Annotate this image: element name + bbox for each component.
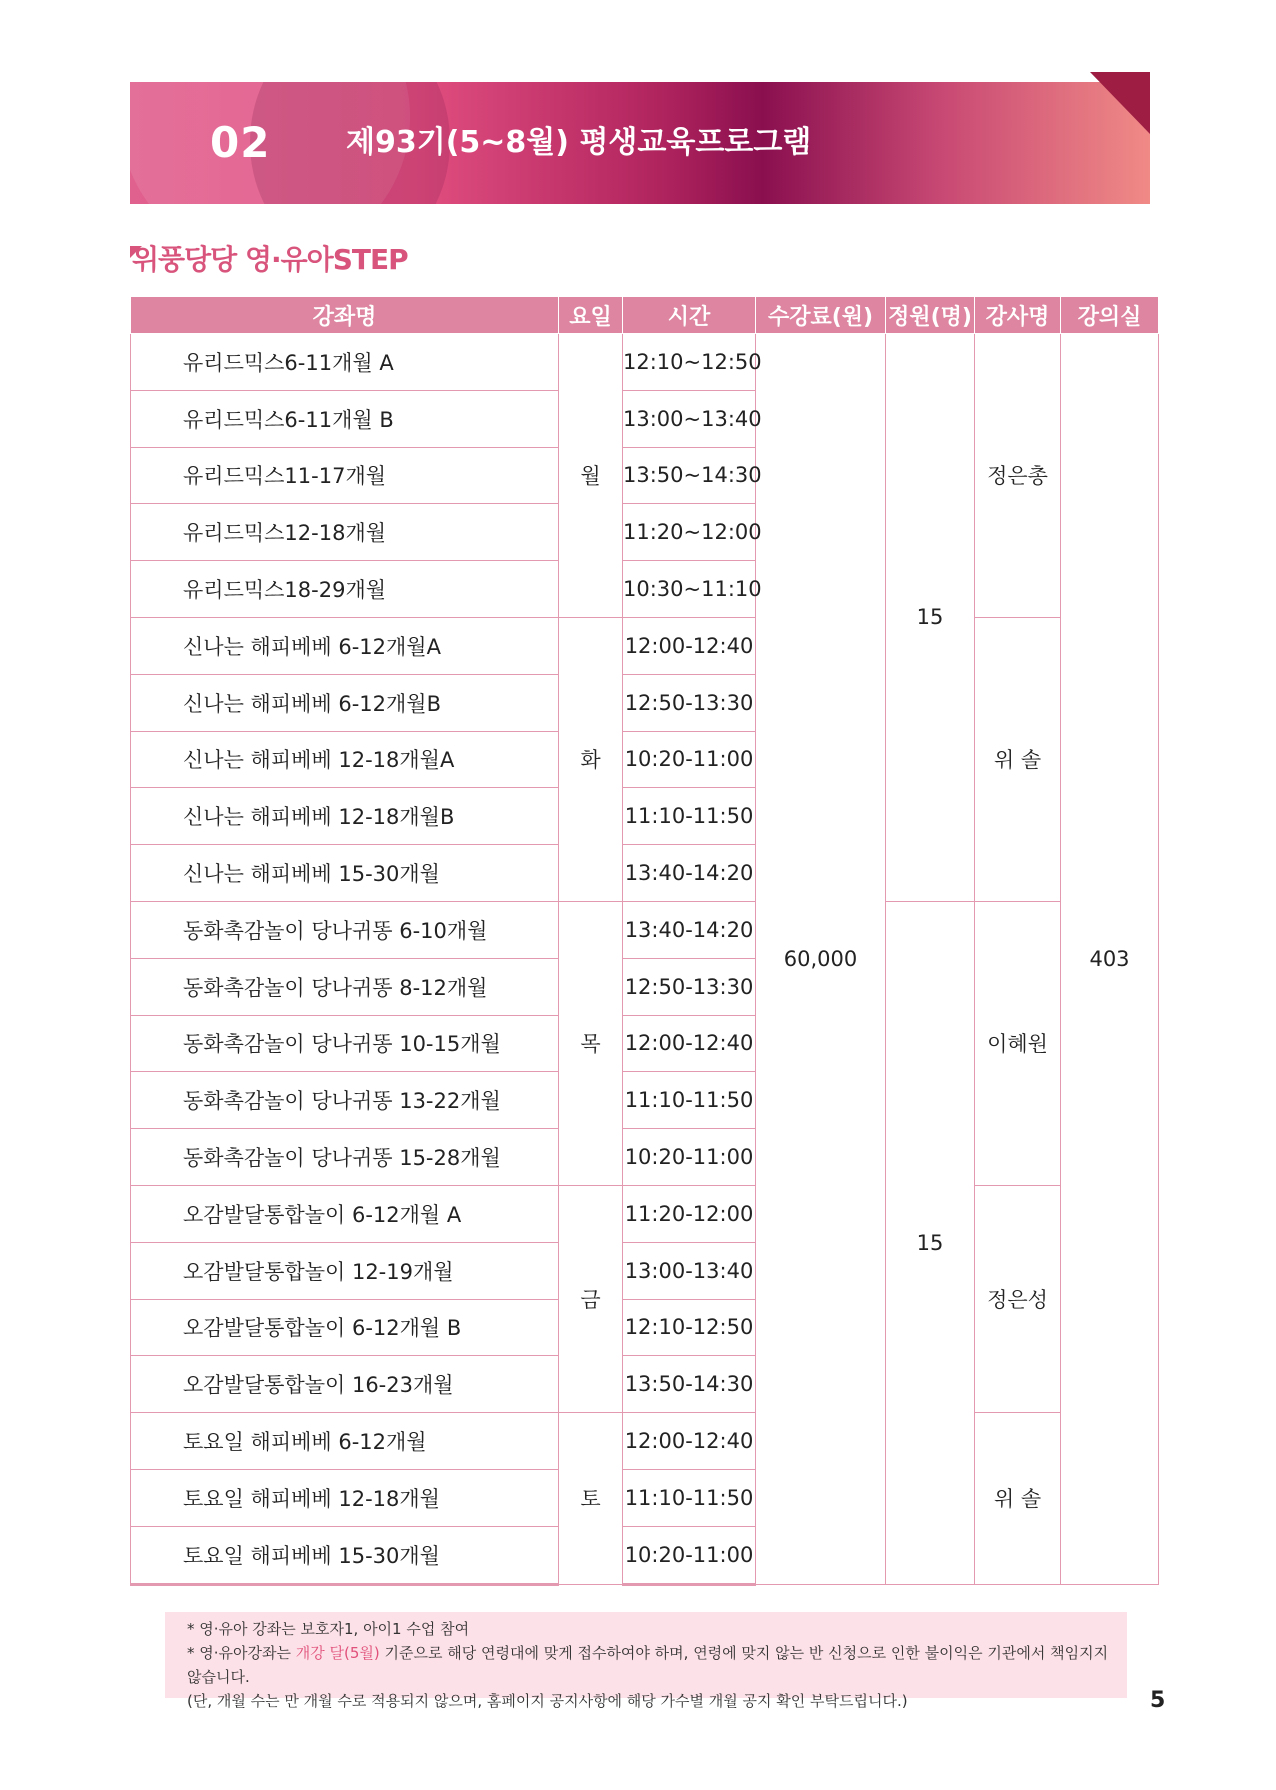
course-name: 토요일 해피베베 15-30개월 bbox=[131, 1526, 559, 1584]
course-name: 토요일 해피베베 12-18개월 bbox=[131, 1469, 559, 1526]
course-name: 동화촉감놀이 당나귀똥 10-15개월 bbox=[131, 1015, 559, 1072]
day-cell: 토 bbox=[559, 1413, 623, 1584]
table-row bbox=[131, 1413, 1159, 1470]
notice-line bbox=[187, 1641, 1127, 1689]
table-row bbox=[131, 617, 1159, 674]
time-cell: 10:30~11:10 bbox=[623, 561, 756, 618]
time-cell: 11:10-11:50 bbox=[623, 788, 756, 845]
time-cell: 13:40-14:20 bbox=[623, 901, 756, 958]
time-cell: 12:50-13:30 bbox=[623, 958, 756, 1015]
time-cell: 12:50-13:30 bbox=[623, 674, 756, 731]
course-name: 신나는 해피베베 12-18개월B bbox=[131, 788, 559, 845]
day-cell: 목 bbox=[559, 901, 623, 1185]
time-cell: 13:00-13:40 bbox=[623, 1242, 756, 1299]
course-name: 오감발달통합놀이 6-12개월 B bbox=[131, 1299, 559, 1356]
course-name: 신나는 해피베베 6-12개월B bbox=[131, 674, 559, 731]
course-name: 유리드믹스18-29개월 bbox=[131, 561, 559, 618]
instructor-cell: 위 솔 bbox=[975, 1413, 1061, 1584]
course-name: 유리드믹스6-11개월 B bbox=[131, 390, 559, 447]
course-name: 유리드믹스6-11개월 A bbox=[131, 334, 559, 391]
time-cell: 11:20~12:00 bbox=[623, 504, 756, 561]
course-name: 동화촉감놀이 당나귀똥 15-28개월 bbox=[131, 1129, 559, 1186]
column-header: 시간 bbox=[623, 297, 756, 334]
time-cell: 12:00-12:40 bbox=[623, 617, 756, 674]
time-cell: 11:10-11:50 bbox=[623, 1469, 756, 1526]
time-cell: 10:20-11:00 bbox=[623, 1526, 756, 1584]
time-cell: 13:50~14:30 bbox=[623, 447, 756, 504]
course-name: 신나는 해피베베 6-12개월A bbox=[131, 617, 559, 674]
notice-box bbox=[165, 1612, 1127, 1710]
column-header: 요일 bbox=[559, 297, 623, 334]
table-header-row bbox=[131, 297, 1159, 334]
notice-highlight: 개강 달(5월) bbox=[295, 1644, 380, 1662]
room-cell: 403 bbox=[1061, 334, 1159, 1585]
day-cell: 화 bbox=[559, 617, 623, 901]
capacity-cell: 15 bbox=[886, 901, 975, 1584]
notice-line: * 영·유아 강좌는 보호자1, 아이1 수업 참여 bbox=[187, 1620, 470, 1638]
day-cell: 금 bbox=[559, 1185, 623, 1412]
time-cell: 13:50-14:30 bbox=[623, 1356, 756, 1413]
notice-text: * 영·유아강좌는 bbox=[187, 1644, 296, 1662]
time-cell: 11:10-11:50 bbox=[623, 1072, 756, 1129]
capacity-cell: 15 bbox=[886, 334, 975, 902]
page-title: 제93기(5~8월) 평생교육프로그램 bbox=[346, 125, 812, 160]
instructor-cell: 이혜원 bbox=[975, 901, 1061, 1185]
time-cell: 10:20-11:00 bbox=[623, 731, 756, 788]
time-cell: 12:10~12:50 bbox=[623, 334, 756, 391]
notice-line: (단, 개월 수는 만 개월 수로 적용되지 않으며, 홈페이지 공지사항에 해당 가수별 개월 공지 확인 부탁드립니다.) bbox=[187, 1692, 908, 1710]
table-row bbox=[131, 334, 1159, 391]
column-header: 강의실 bbox=[1061, 297, 1159, 334]
course-name: 신나는 해피베베 12-18개월A bbox=[131, 731, 559, 788]
time-cell: 12:00-12:40 bbox=[623, 1413, 756, 1470]
schedule-table bbox=[130, 296, 1159, 1586]
course-name: 오감발달통합놀이 12-19개월 bbox=[131, 1242, 559, 1299]
day-cell: 월 bbox=[559, 334, 623, 618]
time-cell: 11:20-12:00 bbox=[623, 1185, 756, 1242]
column-header: 강좌명 bbox=[131, 297, 559, 334]
page-number: 5 bbox=[1150, 1688, 1166, 1713]
table-row bbox=[131, 1185, 1159, 1242]
course-name: 신나는 해피베베 15-30개월 bbox=[131, 845, 559, 902]
table-row bbox=[131, 901, 1159, 958]
fee-cell: 60,000 bbox=[756, 334, 886, 1585]
instructor-cell: 정은총 bbox=[975, 334, 1061, 618]
section-number: 02 bbox=[210, 118, 271, 167]
column-header: 정원(명) bbox=[886, 297, 975, 334]
course-name: 동화촉감놀이 당나귀똥 8-12개월 bbox=[131, 958, 559, 1015]
time-cell: 13:40-14:20 bbox=[623, 845, 756, 902]
course-name: 오감발달통합놀이 6-12개월 A bbox=[131, 1185, 559, 1242]
column-header: 강사명 bbox=[975, 297, 1061, 334]
time-cell: 13:00~13:40 bbox=[623, 390, 756, 447]
corner-decoration bbox=[1090, 72, 1150, 134]
header-banner bbox=[130, 82, 1150, 204]
instructor-cell: 정은성 bbox=[975, 1185, 1061, 1412]
course-name: 동화촉감놀이 당나귀똥 6-10개월 bbox=[131, 901, 559, 958]
section-title: 위풍당당 영·유아STEP bbox=[132, 243, 408, 276]
course-name: 토요일 해피베베 6-12개월 bbox=[131, 1413, 559, 1470]
instructor-cell: 위 솔 bbox=[975, 617, 1061, 901]
time-cell: 12:00-12:40 bbox=[623, 1015, 756, 1072]
column-header: 수강료(원) bbox=[756, 297, 886, 334]
notice-text: 기준으로 해당 연령대에 맞게 접수하여야 하며, 연령에 맞지 않는 반 신청으로 인한 불이익은 기관에서 책임지지 않습니다. bbox=[187, 1644, 1109, 1686]
time-cell: 12:10-12:50 bbox=[623, 1299, 756, 1356]
course-name: 유리드믹스11-17개월 bbox=[131, 447, 559, 504]
time-cell: 10:20-11:00 bbox=[623, 1129, 756, 1186]
course-name: 유리드믹스12-18개월 bbox=[131, 504, 559, 561]
course-name: 오감발달통합놀이 16-23개월 bbox=[131, 1356, 559, 1413]
course-name: 동화촉감놀이 당나귀똥 13-22개월 bbox=[131, 1072, 559, 1129]
